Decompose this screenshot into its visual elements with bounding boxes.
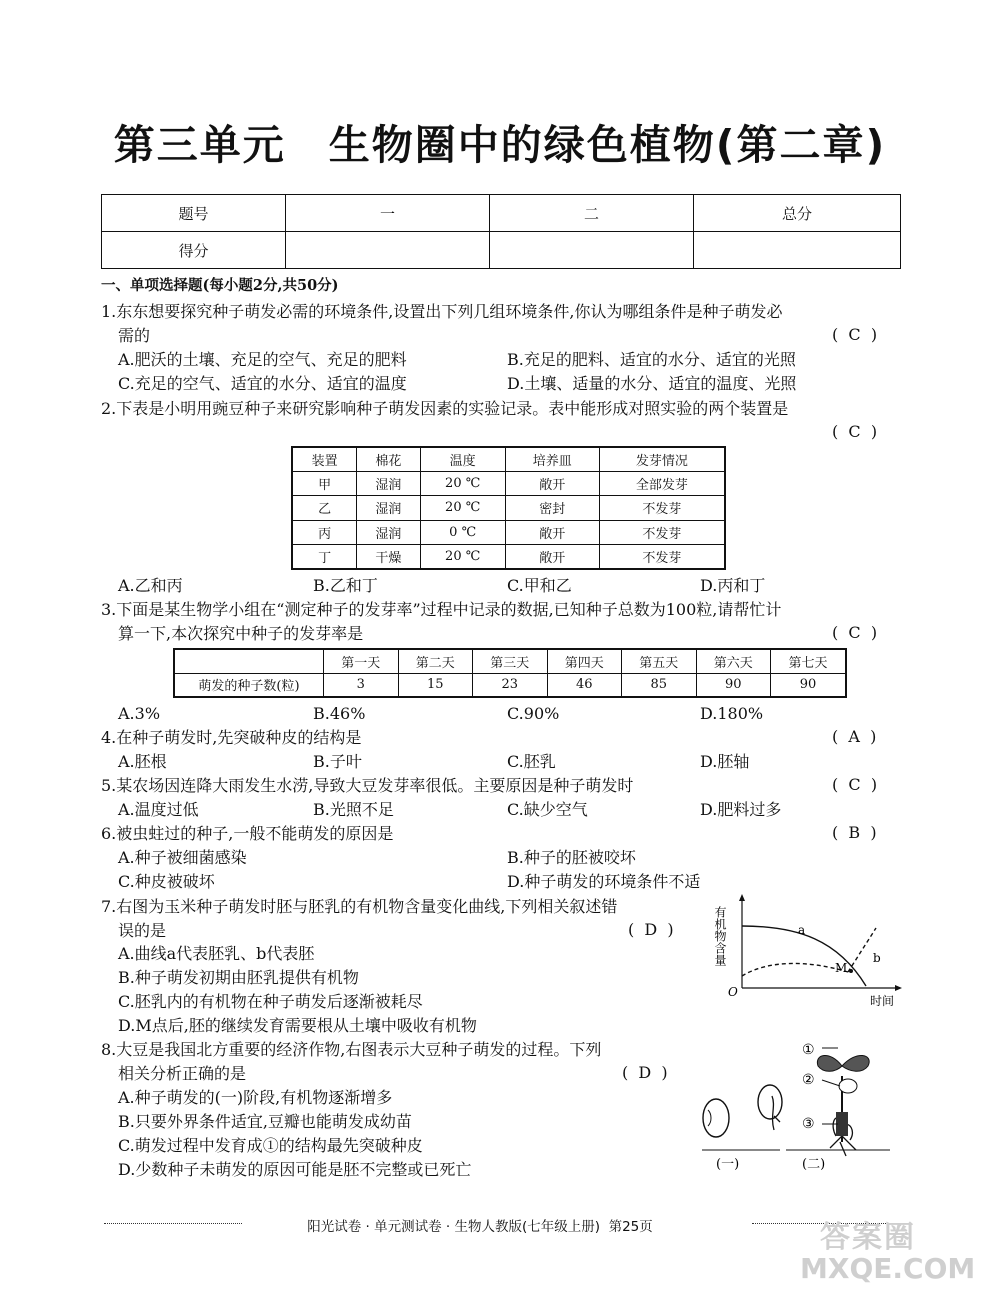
q3-table-cell: 85 [622, 673, 697, 697]
point-m [849, 969, 853, 973]
q2-option-d: D.丙和丁 [700, 576, 766, 595]
q8-option-d: D.少数种子未萌发的原因可能是胚不完整或已死亡 [118, 1160, 472, 1179]
score-row-label: 得分 [102, 232, 286, 269]
q2-option-a: A.乙和丙 [118, 576, 183, 595]
score-header-cell: 一 [286, 195, 490, 232]
q7-option-a: A.曲线a代表胚乳、b代表胚 [118, 944, 315, 963]
x-axis-label: 时间 [870, 994, 895, 1008]
q2-stem: 2.下表是小明用豌豆种子来研究影响种子萌发因素的实验记录。表中能形成对照实验的两个装置是 [101, 399, 789, 418]
q5-answer: ( C ) [832, 775, 878, 794]
q2-table-header: 发芽情况 [599, 447, 725, 472]
q3-stem-cont: 算一下,本次探究中种子的发芽率是 [118, 624, 364, 643]
q5-option-d: D.肥料过多 [700, 800, 782, 819]
q3-table-header: 第一天 [324, 649, 399, 673]
cotyledon [839, 1079, 857, 1093]
q8-option-c: C.萌发过程中发育成①的结构最先突破种皮 [118, 1136, 423, 1155]
mark-1: ① [802, 1042, 815, 1058]
q3-table-cell: 15 [398, 673, 473, 697]
q1-stem: 1.东东想要探究种子萌发必需的环境条件,设置出下列几组环境条件,你认为哪组条件是种子萌发必 [101, 302, 783, 321]
q3-option-d: D.180% [700, 704, 764, 723]
mark-3: ③ [802, 1116, 815, 1132]
label-a: a [798, 923, 806, 937]
q3-table-header: 第五天 [622, 649, 697, 673]
page-title: 第三单元 生物圈中的绿色植物(第二章) [113, 121, 887, 169]
score-cell[interactable] [286, 232, 490, 269]
q1-option-b: B.充足的肥料、适宜的水分、适宜的光照 [507, 350, 796, 369]
q2-table-cell: 丁 [292, 544, 357, 569]
q4-stem: 4.在种子萌发时,先突破种皮的结构是 [101, 728, 362, 747]
q3-table-header: 第四天 [547, 649, 622, 673]
q3-table-cell: 90 [771, 673, 847, 697]
section-heading: 一、单项选择题(每小题2分,共50分) [101, 277, 339, 294]
y-axis-arrow [739, 894, 745, 901]
q3-table-header: 第二天 [398, 649, 473, 673]
score-table-header-row [102, 195, 901, 232]
leaf-right [842, 1055, 869, 1071]
q6-answer: ( B ) [832, 823, 877, 842]
q7-option-b: B.种子萌发初期由胚乳提供有机物 [118, 968, 359, 987]
q4-option-a: A.胚根 [118, 752, 167, 771]
q2-table-header: 装置 [292, 447, 357, 472]
q7-curve-figure [713, 892, 903, 1010]
stage-1-label: (一) [716, 1157, 740, 1172]
q8-stem-cont: 相关分析正确的是 [118, 1064, 247, 1083]
q2-table-cell: 20 ℃ [420, 544, 505, 569]
stage-2-label: (二) [802, 1157, 826, 1172]
q4-option-b: B.子叶 [313, 752, 362, 771]
q4-option-d: D.胚轴 [700, 752, 750, 771]
q1-option-a: A.肥沃的土壤、充足的空气、充足的肥料 [118, 350, 407, 369]
q3-table-header-row [174, 649, 846, 673]
seed-stage-2 [758, 1085, 782, 1119]
q2-table-cell: 20 ℃ [420, 496, 505, 520]
q2-table-cell: 不发芽 [599, 544, 725, 569]
y-axis-label: 有机物含量 [713, 906, 727, 966]
q2-table-cell: 敞开 [505, 544, 599, 569]
label-m: M [835, 961, 848, 975]
q5-option-a: A.温度过低 [118, 800, 199, 819]
seed-stage-1 [703, 1099, 729, 1137]
q3-table-header: 第六天 [696, 649, 771, 673]
q1-answer: ( C ) [832, 325, 878, 344]
q3-table-cell: 90 [696, 673, 771, 697]
q7-stem: 7.右图为玉米种子萌发时胚与胚乳的有机物含量变化曲线,下列相关叙述错 [101, 897, 618, 916]
score-table [101, 194, 901, 269]
watermark-logo: 答案圈 [820, 1220, 916, 1255]
q4-option-c: C.胚乳 [507, 752, 556, 771]
q3-table-header: 第三天 [473, 649, 548, 673]
q1-option-c: C.充足的空气、适宜的水分、适宜的温度 [118, 374, 407, 393]
q2-option-b: B.乙和丁 [313, 576, 378, 595]
q2-table [291, 446, 726, 570]
q7-option-d: D.M点后,胚的继续发育需要根从土壤中吸收有机物 [118, 1016, 477, 1035]
q3-answer: ( C ) [832, 623, 878, 642]
q2-table-cell: 不发芽 [599, 496, 725, 520]
x-axis-arrow [895, 985, 902, 991]
q4-answer: ( A ) [832, 727, 877, 746]
q2-answer: ( C ) [832, 422, 878, 441]
table-row [292, 544, 725, 569]
q2-option-c: C.甲和乙 [507, 576, 572, 595]
q5-option-c: C.缺少空气 [507, 800, 588, 819]
q2-table-cell: 湿润 [357, 520, 420, 544]
q3-table-header: 第七天 [771, 649, 847, 673]
q2-table-cell: 丙 [292, 520, 357, 544]
q2-table-cell: 不发芽 [599, 520, 725, 544]
q2-table-cell: 20 ℃ [420, 472, 505, 496]
q3-option-c: C.90% [507, 704, 560, 723]
q8-germination-figure [690, 1036, 905, 1176]
q8-answer: ( D ) [622, 1063, 668, 1082]
q3-table-cell: 23 [473, 673, 548, 697]
curve-b [742, 963, 848, 976]
q2-table-cell: 湿润 [357, 496, 420, 520]
q6-option-a: A.种子被细菌感染 [118, 848, 247, 867]
q6-option-d: D.种子萌发的环境条件不适 [507, 872, 701, 891]
q2-table-cell: 敞开 [505, 520, 599, 544]
q7-stem-cont: 误的是 [118, 921, 167, 940]
q8-option-a: A.种子萌发的(一)阶段,有机物逐渐增多 [118, 1088, 393, 1107]
label-b: b [873, 951, 881, 965]
q3-option-b: B.46% [313, 704, 366, 723]
q2-table-header: 温度 [420, 447, 505, 472]
table-row [292, 520, 725, 544]
pointer-2 [822, 1080, 840, 1086]
watermark-url: MXQE.COM [800, 1252, 976, 1285]
q7-option-c: C.胚乳内的有机物在种子萌发后逐渐被耗尽 [118, 992, 423, 1011]
score-header-cell: 二 [490, 195, 694, 232]
q5-stem: 5.某农场因连降大雨发生水涝,导致大豆发芽率很低。主要原因是种子萌发时 [101, 776, 634, 795]
q6-stem: 6.被虫蛀过的种子,一般不能萌发的原因是 [101, 824, 394, 843]
leaf-left [817, 1055, 842, 1071]
q6-option-b: B.种子的胚被咬坏 [507, 848, 636, 867]
table-row [174, 673, 846, 697]
q5-option-b: B.光照不足 [313, 800, 394, 819]
q3-table-cell: 3 [324, 673, 399, 697]
q2-table-cell: 全部发芽 [599, 472, 725, 496]
curve-b-rising [848, 928, 876, 972]
q2-table-cell: 密封 [505, 496, 599, 520]
q3-stem: 3.下面是某生物学小组在“测定种子的发芽率”过程中记录的数据,已知种子总数为100粒,请帮忙计 [101, 600, 782, 619]
q2-table-header-row [292, 447, 725, 472]
mark-2: ② [802, 1072, 815, 1088]
q2-table-cell: 干燥 [357, 544, 420, 569]
q2-table-cell: 湿润 [357, 472, 420, 496]
q8-stem: 8.大豆是我国北方重要的经济作物,右图表示大豆种子萌发的过程。下列 [101, 1040, 602, 1059]
q6-option-c: C.种皮被破坏 [118, 872, 215, 891]
q2-table-cell: 0 ℃ [420, 520, 505, 544]
score-table-score-row [102, 232, 901, 269]
q3-table [173, 648, 847, 698]
q2-table-header: 培养皿 [505, 447, 599, 472]
q3-table-cell: 46 [547, 673, 622, 697]
table-row [292, 496, 725, 520]
q2-table-cell: 敞开 [505, 472, 599, 496]
q3-table-cell: 萌发的种子数(粒) [174, 673, 324, 697]
q1-option-d: D.土壤、适量的水分、适宜的温度、光照 [507, 374, 797, 393]
q2-table-cell: 甲 [292, 472, 357, 496]
table-row [292, 472, 725, 496]
score-header-cell: 题号 [102, 195, 286, 232]
score-cell[interactable] [490, 232, 694, 269]
q7-answer: ( D ) [628, 920, 674, 939]
q3-table-header [174, 649, 324, 673]
q2-table-header: 棉花 [357, 447, 420, 472]
q8-option-b: B.只要外界条件适宜,豆瓣也能萌发成幼苗 [118, 1112, 412, 1131]
score-cell[interactable] [694, 232, 901, 269]
page-footer: 阳光试卷 · 单元测试卷 · 生物人教版(七年级上册) 第25页 [307, 1219, 653, 1235]
q1-stem-cont: 需的 [118, 326, 151, 345]
q3-option-a: A.3% [118, 704, 161, 723]
label-origin: O [728, 985, 738, 999]
q2-table-cell: 乙 [292, 496, 357, 520]
score-header-cell: 总分 [694, 195, 901, 232]
